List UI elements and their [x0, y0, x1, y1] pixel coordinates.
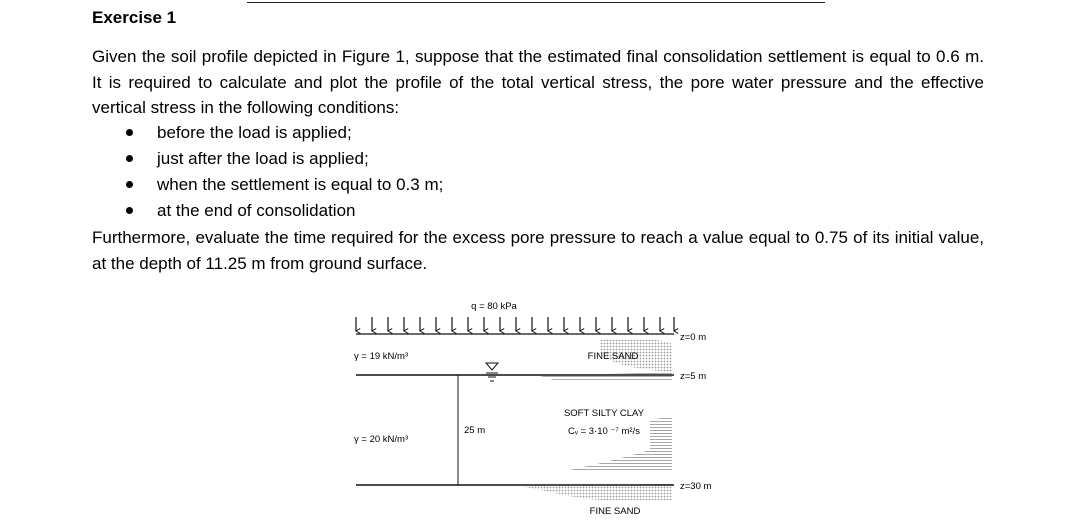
- depth-label-z5: z=5 m: [680, 371, 707, 382]
- clay-top-texture: [540, 372, 672, 382]
- clay-texture: [560, 416, 672, 472]
- gamma-clay: γ = 20 kN/m³: [354, 434, 409, 445]
- load-label: q = 80 kPa: [471, 301, 517, 312]
- list-item-text: just after the load is applied;: [157, 149, 369, 168]
- gamma-fine-sand: γ = 19 kN/m³: [354, 351, 409, 362]
- layer-label-clay: SOFT SILTY CLAY: [563, 408, 645, 419]
- list-item-text: when the settlement is equal to 0.3 m;: [157, 175, 444, 194]
- depth-label-z30: z=30 m: [680, 481, 712, 492]
- bottom-sand-texture: [520, 484, 672, 501]
- list-item-text: before the load is applied;: [157, 123, 352, 142]
- load-arrows: [356, 317, 674, 331]
- layer-label-top: FINE SAND: [587, 351, 639, 362]
- cv-label: Cᵥ = 3·10 ⁻⁷ m²/s: [568, 426, 640, 437]
- water-table-icon: [486, 363, 498, 381]
- problem-statement: Given the soil profile depicted in Figure 1, suppose that the estimated final consolidation settlement is equal to 0.6 m. It is required to calculate and plot the profile of the total vertical stress, the pore water pressure and the effective vertical stress in the following conditions:: [92, 47, 984, 118]
- additional-question: Furthermore, evaluate the time required for the excess pore pressure to reach a value equal to 0.75 of its initial value, at the depth of 11.25 m from ground surface.: [92, 228, 984, 273]
- depth-label-z0: z=0 m: [680, 332, 707, 343]
- thickness-label: 25 m: [464, 425, 486, 436]
- layer-label-bottom: FINE SAND: [589, 506, 641, 517]
- exercise-title: Exercise 1: [92, 8, 177, 27]
- list-item-text: at the end of consolidation: [157, 201, 356, 220]
